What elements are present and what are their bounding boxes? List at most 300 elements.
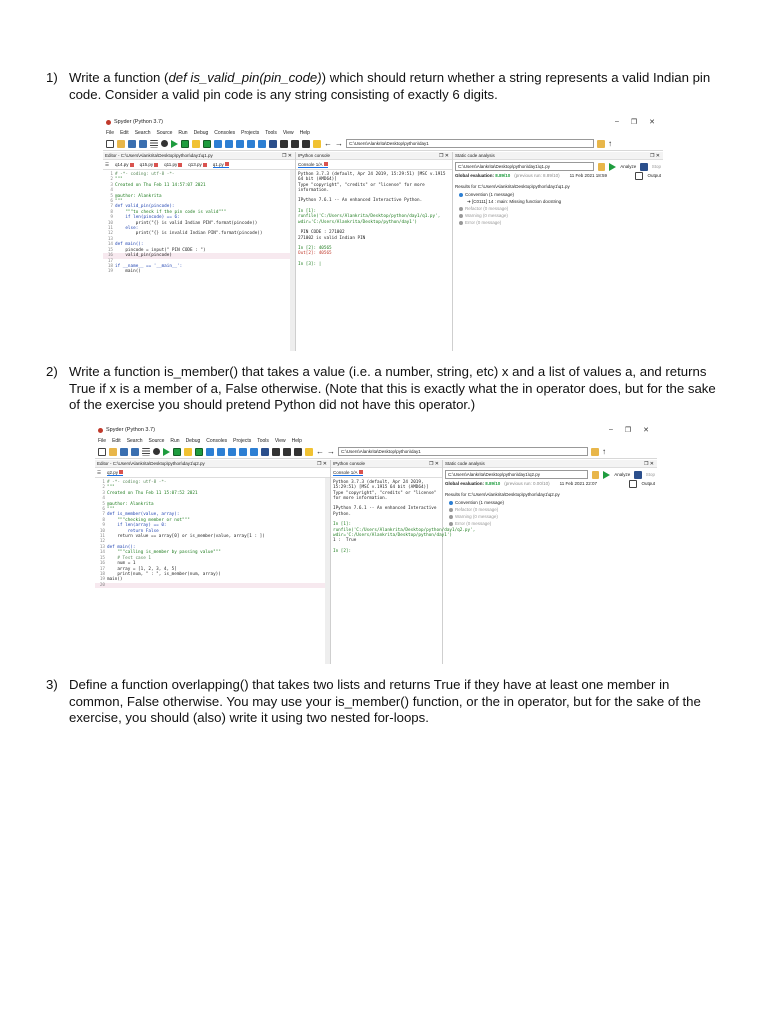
code-text: # -*- coding: utf-8 -*- (115, 172, 175, 177)
menu-item[interactable]: Debug (193, 129, 209, 136)
line-number: 12 (99, 539, 105, 545)
results-tree-item[interactable] (459, 191, 661, 198)
line-number: 3 (102, 490, 105, 496)
close-console-icon[interactable] (324, 162, 328, 166)
python-path-icon[interactable] (305, 448, 313, 456)
tab-label[interactable]: q1.py (212, 161, 224, 167)
console-line: In [3]: | (298, 262, 322, 268)
global-evaluation-label: Global evaluation: (445, 481, 485, 486)
console-header (331, 460, 442, 468)
editor-header (103, 152, 295, 160)
browse-directory-icon[interactable] (597, 140, 605, 148)
console-header (296, 152, 452, 160)
forward-arrow-icon[interactable]: → (335, 138, 343, 148)
minimize-icon[interactable]: – (608, 426, 613, 433)
editor-pane (103, 152, 296, 351)
global-evaluation (445, 481, 500, 486)
category-icon (449, 508, 453, 512)
toolbar (103, 137, 663, 151)
menu-item[interactable]: Search (134, 129, 151, 136)
code-text: array = [1, 2, 3, 4, 5] (107, 566, 177, 572)
console-line: PIN CODE : 271002 (298, 230, 345, 236)
line-number: 15 (99, 555, 105, 561)
code-text: def is_member(value, array): (107, 512, 180, 518)
results-tree-item[interactable] (449, 506, 655, 513)
close-tab-icon[interactable] (225, 162, 229, 166)
results-tree-item[interactable] (459, 212, 661, 219)
menu-item[interactable]: View (274, 437, 286, 444)
console-line: In [2]: (333, 548, 352, 554)
back-arrow-icon[interactable]: ← (324, 138, 332, 148)
global-evaluation-label: Global evaluation: (455, 173, 495, 178)
console-tabs (296, 160, 452, 170)
question-number: 1) (46, 70, 58, 85)
results-for: Results for C:\Users\Alankrita\Desktop\python\day1\q1.py (455, 184, 570, 189)
line-number: 5 (110, 193, 113, 199)
save-icon[interactable] (120, 448, 128, 456)
editor-header (95, 460, 330, 468)
close-tab-icon[interactable] (178, 163, 182, 167)
console-line: 271002 is valid Indian PIN (298, 235, 366, 241)
function-signature: def is_valid_pin(pin_code) (168, 70, 322, 85)
open-file-icon[interactable] (117, 140, 125, 148)
back-arrow-icon[interactable]: ← (316, 446, 324, 456)
line-number: 19 (99, 577, 105, 583)
question-text (69, 70, 726, 103)
results-tree-item[interactable] (449, 513, 655, 520)
line-number: 11 (107, 226, 113, 232)
menu-item[interactable]: Run (170, 437, 180, 444)
code-text: # Test case 1 (107, 555, 151, 561)
console-pane (296, 152, 453, 351)
menu-item[interactable]: Tools (257, 437, 269, 444)
run-icon[interactable] (163, 448, 170, 456)
editor-tabs (95, 468, 330, 478)
console-line: In [1]: runfile('C:/Users/Alankrita/Desktop/python/day1/q2.py', wdir='C:/Users/Alankrita/Desktop/python/day1') (333, 522, 478, 538)
results-tree-label: Warning (0 message) (465, 213, 508, 218)
stop-icon[interactable] (634, 471, 642, 479)
category-icon (459, 221, 463, 225)
pane-controls[interactable]: ❐ ✕ (649, 152, 660, 159)
restore-icon[interactable]: ❐ (630, 119, 638, 126)
results-tree-item[interactable] (449, 520, 655, 527)
python-path-icon[interactable] (313, 140, 321, 148)
editor-tabs (103, 160, 295, 170)
score-value: 8.89/10 (495, 173, 511, 178)
results-tree-label: [C0111] 14 : main: Missing function docstring (472, 199, 562, 204)
browse-tabs-icon[interactable] (142, 448, 150, 456)
close-icon[interactable]: ✕ (649, 119, 655, 126)
line-number: 13 (99, 544, 105, 550)
run-cell-advance-icon[interactable] (192, 140, 200, 148)
editor-tab[interactable] (213, 162, 229, 168)
tab-label[interactable]: q14.py (115, 162, 129, 167)
console-line: In [1]: runfile('C:/Users/Alankrita/Desktop/python/day1/q1.py', wdir='C:/Users/Alankrita/Desktop/python/day1') (298, 209, 443, 225)
analysis-header (453, 152, 663, 160)
code-text: def valid_pin(pincode): (115, 204, 175, 210)
preferences-icon[interactable] (302, 140, 310, 148)
output-button[interactable]: Output (647, 173, 661, 178)
results-tree-item[interactable] (449, 499, 655, 506)
editor-scrollbar[interactable] (290, 170, 295, 351)
title-bar (103, 116, 663, 128)
line-number: 17 (99, 566, 105, 572)
window-title: Spyder (Python 3.7) (114, 119, 163, 125)
results-tree-label: Refactor (0 message) (465, 206, 509, 211)
title-bar (95, 424, 657, 436)
analysis-date: 11 Feb 2021 22:07 (559, 481, 598, 486)
parent-directory-icon[interactable]: ↑ (602, 446, 606, 456)
console-title: IPython console (333, 461, 366, 466)
line-number: 20 (99, 582, 105, 588)
question-text-part: Write a function ( (69, 70, 169, 85)
spyder-screenshot-1 (103, 116, 663, 351)
run-cell-icon[interactable] (181, 140, 189, 148)
line-number: 3 (110, 182, 113, 188)
menu-item[interactable]: File (106, 129, 115, 136)
line-number: 2 (102, 485, 105, 491)
window-title: Spyder (Python 3.7) (106, 427, 155, 433)
line-number: 1 (102, 480, 105, 485)
fullscreen-icon[interactable] (283, 448, 291, 456)
code-editor[interactable] (95, 478, 330, 588)
line-number: 7 (102, 512, 105, 518)
line-number: 7 (110, 204, 113, 210)
line-number: 11 (99, 534, 105, 540)
save-all-icon[interactable] (139, 140, 147, 148)
editor-tab[interactable] (107, 470, 123, 476)
console-line: Out[2]: 40565 (298, 251, 332, 257)
minimize-icon[interactable]: – (614, 118, 619, 125)
code-text: main() (115, 269, 141, 275)
menu-item[interactable]: Projects (233, 437, 252, 444)
tab-label[interactable]: q11.py (164, 162, 178, 167)
menu-item[interactable]: Tools (265, 129, 277, 136)
menu-item[interactable]: Help (299, 129, 310, 136)
code-text: """ (107, 485, 115, 491)
line-number: 4 (102, 496, 105, 502)
code-text: return value == array[0] or is_member(value, array[1 : ]) (107, 534, 265, 540)
code-text: """calling is_member by passing value""" (107, 550, 221, 556)
tab-label[interactable]: q2.py (107, 469, 119, 475)
console-line: IPython 7.6.1 -- An enhanced Interactive Python. (298, 198, 423, 204)
line-number: 10 (99, 528, 105, 534)
select-file-icon[interactable] (598, 163, 605, 171)
editor-tab[interactable] (140, 162, 159, 167)
question-text: Write a function is_member() that takes a value (i.e. a number, string, etc) x and a list of values a, and returns True if x is a member of a, False otherwise. (Note that this is exactly what the in operator does, but for the sake of the exercise you should pretend Python did not have this operator.) (69, 364, 716, 412)
stop-icon[interactable] (640, 163, 647, 171)
pane-controls[interactable]: ❐ ✕ (316, 460, 327, 467)
static-analysis-pane (453, 152, 663, 351)
console-output[interactable] (296, 170, 452, 269)
analysis-file-row (455, 162, 661, 171)
step-return-icon[interactable] (239, 448, 247, 456)
menu-item[interactable]: Help (291, 437, 302, 444)
results-tree-item[interactable] (459, 205, 661, 212)
save-icon[interactable] (128, 140, 136, 148)
previous-run: (previous run: 8.89/10) (514, 173, 560, 178)
code-text: def main(): (107, 544, 136, 550)
question-1 (46, 70, 726, 103)
results-tree[interactable] (455, 191, 661, 226)
code-text: if len(pincode) == 6: (115, 215, 180, 221)
parent-directory-icon[interactable]: ↑ (608, 138, 612, 148)
results-tree-item[interactable] (459, 219, 661, 226)
line-number: 16 (107, 253, 113, 259)
browse-tabs-icon[interactable] (150, 140, 158, 148)
run-cell-advance-icon[interactable] (184, 448, 192, 456)
settings-icon[interactable] (161, 140, 168, 147)
window-controls (615, 118, 663, 126)
code-text: print("{} is invalid Indian PIN".format(pincode)) (115, 231, 263, 237)
pane-controls[interactable]: ❐ ✕ (438, 152, 449, 159)
analysis-header (443, 460, 657, 468)
console-line: In [2]: 40565 (298, 246, 332, 252)
analyze-icon[interactable] (603, 471, 610, 479)
menu-item[interactable]: Run (178, 129, 188, 136)
console-tab[interactable] (298, 162, 328, 168)
window-controls (609, 426, 657, 434)
new-file-icon[interactable] (106, 140, 114, 148)
select-file-icon[interactable] (592, 471, 600, 479)
menu-bar (103, 128, 663, 137)
console-tab-label[interactable]: Console 1/A (298, 161, 323, 167)
editor-path: Editor - C:\Users\Alankrita\Desktop\python\day1\q2.py (97, 461, 205, 466)
analysis-body (443, 468, 657, 529)
code-text: if __name__ == '__main__': (115, 263, 183, 269)
line-number: 15 (107, 247, 113, 253)
output-icon[interactable] (629, 480, 637, 488)
tab-label[interactable]: q13.py (188, 162, 202, 167)
console-tab-label[interactable]: Console 1/A (333, 469, 358, 475)
debug-icon[interactable] (206, 448, 214, 456)
menu-item[interactable]: View (282, 129, 294, 136)
editor-tab[interactable] (188, 162, 207, 167)
step-into-icon[interactable] (236, 140, 244, 148)
code-text: valid_pin(pincode) (115, 253, 172, 259)
results-for: Results for C:\Users\Alankrita\Desktop\python\day1\q2.py (445, 492, 560, 497)
convention-icon (459, 193, 463, 197)
pane-controls[interactable]: ❐ ✕ (643, 460, 654, 467)
arrow-right-icon: ➔ (467, 199, 473, 204)
output-icon[interactable] (635, 172, 643, 180)
results-tree-label: Refactor (0 message) (455, 507, 499, 512)
menu-item[interactable]: Search (126, 437, 143, 444)
analysis-body (453, 160, 663, 228)
fullscreen-icon[interactable] (291, 140, 299, 148)
menu-item[interactable]: Debug (185, 437, 201, 444)
console-line: Type "copyright", "credits" or "license" for more information. (333, 490, 440, 501)
tab-label[interactable]: q15.py (139, 162, 154, 167)
results-tree-label: Convention (1 message) (465, 192, 515, 197)
restore-icon[interactable]: ❐ (624, 427, 632, 434)
code-text: if len(array) == 0: (107, 523, 167, 529)
code-text: """ (115, 199, 123, 205)
question-number: 2) (46, 364, 58, 379)
save-all-icon[interactable] (131, 448, 139, 456)
console-tabs (331, 468, 442, 478)
menu-item[interactable]: Edit (120, 129, 129, 136)
line-number: 18 (99, 571, 105, 577)
forward-arrow-icon[interactable]: → (327, 446, 335, 456)
results-tree-item[interactable] (459, 198, 661, 205)
code-text: """checking member or not""" (107, 517, 190, 523)
console-line: Type "copyright", "credits" or "license" for more information. (298, 182, 428, 193)
code-text: Created on Thu Feb 11 15:07:52 2021 (107, 490, 198, 496)
convention-icon (449, 501, 453, 505)
console-tab[interactable] (333, 470, 363, 476)
open-file-icon[interactable] (109, 448, 117, 456)
close-tab-icon[interactable] (119, 470, 123, 474)
pane-controls[interactable]: ❐ ✕ (281, 152, 292, 159)
analysis-file-select[interactable]: C:\Users\Alankrita\Desktop\python\day1\q1.py (455, 162, 594, 171)
stop-button[interactable]: Stop (651, 164, 661, 169)
question-text: Define a function overlapping() that takes two lists and returns True if they have at least one member in common, False otherwise. You may use your is_member() function, or the in operator, but for the sake of the exercise, you should (also) write it using two nested for-loops. (69, 677, 701, 725)
code-line (103, 269, 295, 274)
analyze-icon[interactable] (609, 163, 616, 171)
line-number: 17 (107, 258, 113, 264)
previous-run: (previous run: 0.00/10) (504, 481, 550, 486)
run-selection-icon[interactable] (195, 448, 203, 456)
spyder-screenshot-2 (95, 424, 657, 664)
editor-scrollbar[interactable] (325, 478, 330, 664)
line-number: 6 (110, 199, 113, 205)
results-tree-label: Error (0 message) (455, 521, 492, 526)
line-number: 14 (107, 242, 113, 248)
close-tab-icon[interactable] (203, 163, 207, 167)
step-into-icon[interactable] (228, 448, 236, 456)
editor-pane (95, 460, 331, 664)
menu-item[interactable]: Source (156, 129, 173, 136)
code-text: pincode = input(" PIN CODE : ") (115, 247, 206, 253)
analysis-title: Static code analysis (445, 461, 485, 466)
code-editor[interactable] (103, 170, 295, 275)
line-number: 8 (102, 517, 105, 523)
run-icon[interactable] (171, 140, 178, 148)
menu-item[interactable]: Consoles (214, 129, 236, 136)
run-cell-icon[interactable] (173, 448, 181, 456)
analyze-button[interactable]: Analyze (620, 164, 637, 169)
menu-item[interactable]: Consoles (206, 437, 228, 444)
category-icon (449, 522, 453, 526)
browse-directory-icon[interactable] (591, 448, 599, 456)
working-directory-input[interactable]: C:\Users\Alankrita\Desktop\python\day1 (346, 139, 594, 148)
editor-path: Editor - C:\Users\Alankrita\Desktop\python\day1\q1.py (105, 153, 213, 158)
step-icon[interactable] (217, 448, 225, 456)
maximize-pane-icon[interactable] (272, 448, 280, 456)
line-number: 2 (110, 177, 113, 183)
code-text: def main(): (115, 242, 144, 248)
menu-bar (95, 436, 657, 445)
output-button[interactable]: Output (641, 481, 655, 486)
menu-item[interactable]: File (98, 437, 107, 444)
results-tree-label: Warning (0 message) (455, 514, 498, 519)
category-icon (459, 207, 463, 211)
global-evaluation-row (445, 479, 655, 488)
results-tree[interactable] (445, 499, 655, 527)
code-text: return False (107, 528, 159, 534)
working-directory-input[interactable]: C:\Users\Alankrita\Desktop\python\day1 (338, 447, 588, 456)
pane-controls[interactable]: ❐ ✕ (428, 460, 439, 467)
question-3 (46, 677, 726, 727)
stop-button[interactable]: Stop (645, 472, 655, 477)
line-number: 5 (102, 501, 105, 507)
close-console-icon[interactable] (359, 470, 363, 474)
analysis-title: Static code analysis (455, 153, 495, 158)
editor-tab[interactable] (164, 162, 182, 167)
line-number: 9 (110, 215, 113, 221)
maximize-pane-icon[interactable] (280, 140, 288, 148)
editor-tab[interactable] (115, 162, 134, 167)
global-evaluation (455, 173, 510, 178)
spyder-logo-icon (98, 428, 103, 433)
code-text: """ (115, 177, 123, 183)
line-number: 12 (107, 231, 113, 237)
code-text: print(num, " : ", is_member(num, array)) (107, 571, 221, 577)
code-text: """to check if the pin code is valid""" (115, 209, 227, 215)
continue-icon[interactable] (258, 140, 266, 148)
tab-list-icon[interactable]: ☰ (105, 161, 110, 167)
code-text: @author: Alankrita (115, 193, 162, 199)
question-2 (46, 364, 726, 414)
new-file-icon[interactable] (98, 448, 106, 456)
step-icon[interactable] (225, 140, 233, 148)
run-selection-icon[interactable] (203, 140, 211, 148)
line-number: 8 (110, 209, 113, 215)
console-line: 1 : True (333, 538, 357, 544)
close-tab-icon[interactable] (130, 163, 134, 167)
close-tab-icon[interactable] (154, 163, 158, 167)
menu-item[interactable]: Source (148, 437, 165, 444)
settings-icon[interactable] (153, 448, 160, 455)
analysis-file-select[interactable]: C:\Users\Alankrita\Desktop\python\day1\q2.py (445, 470, 588, 479)
menu-item[interactable]: Edit (112, 437, 121, 444)
spyder-logo-icon (106, 120, 111, 125)
console-line: IPython 7.6.1 -- An enhanced Interactive Python. (333, 506, 440, 517)
preferences-icon[interactable] (294, 448, 302, 456)
toolbar (95, 445, 657, 459)
line-number: 1 (110, 172, 113, 177)
static-analysis-pane (443, 460, 657, 664)
console-line: Python 3.7.3 (default, Apr 24 2019, 15:29:51) [MSC v.1915 64 bit (AMD64)] (333, 480, 429, 491)
line-number: 4 (110, 188, 113, 194)
continue-icon[interactable] (250, 448, 258, 456)
code-text: print("{} is valid Indian PIN".format(pincode)) (115, 220, 258, 226)
code-text: @author: Alankrita (107, 501, 154, 507)
stop-debug-icon[interactable] (261, 448, 269, 456)
code-text: main() (107, 577, 123, 583)
console-title: IPython console (298, 153, 331, 158)
stop-debug-icon[interactable] (269, 140, 277, 148)
line-number: 13 (107, 236, 113, 242)
tab-list-icon[interactable]: ☰ (97, 469, 102, 475)
category-icon (449, 515, 453, 519)
close-icon[interactable]: ✕ (643, 427, 649, 434)
line-number: 16 (99, 561, 105, 567)
line-number: 19 (107, 269, 113, 275)
code-text: # -*- coding: utf-8 -*- (107, 480, 167, 485)
menu-item[interactable]: Projects (241, 129, 260, 136)
code-text: num = 1 (107, 561, 136, 567)
code-text: else: (115, 226, 139, 232)
analyze-button[interactable]: Analyze (614, 472, 631, 477)
line-number: 6 (102, 507, 105, 513)
line-number: 9 (102, 523, 105, 529)
step-return-icon[interactable] (247, 140, 255, 148)
global-evaluation-row (455, 171, 661, 180)
debug-icon[interactable] (214, 140, 222, 148)
results-tree-label: Error (0 message) (465, 220, 502, 225)
